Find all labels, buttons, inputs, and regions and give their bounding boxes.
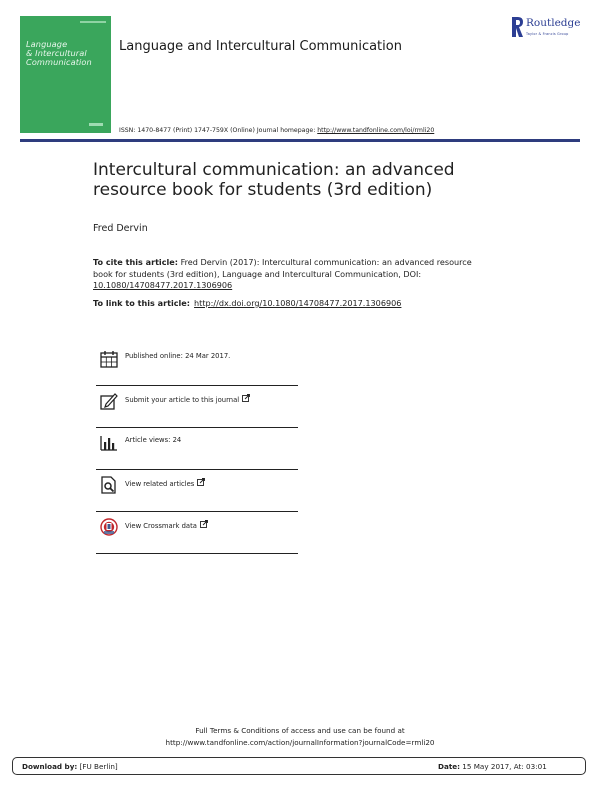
download-date-label: Date:	[438, 762, 461, 771]
article-actions	[96, 344, 298, 554]
related-articles-row[interactable]	[96, 470, 298, 512]
external-link-icon	[200, 520, 208, 528]
related-articles-link[interactable]	[125, 478, 205, 488]
external-link-icon	[242, 394, 250, 402]
downloaded-by	[22, 762, 118, 771]
article-views-label: Article views: 24	[125, 436, 182, 444]
citation-block	[93, 257, 493, 292]
routledge-r-icon	[510, 16, 524, 38]
cover-title-line: Language	[26, 39, 68, 49]
search-document-icon	[100, 476, 118, 494]
article-views-row	[96, 428, 298, 470]
crossmark-label[interactable]: View Crossmark data	[125, 522, 197, 530]
journal-title: Language and Intercultural Communication	[119, 39, 402, 54]
citation-text: Fred Dervin (2017): Intercultural communication: an advanced resource book for students (3rd edition), Language and Intercultural Communication, DOI:	[93, 257, 472, 279]
issn-text: ISSN: 1470-8477 (Print) 1747-759X (Online) Journal homepage:	[119, 127, 318, 134]
published-online-label: Published online: 24 Mar 2017.	[125, 352, 231, 360]
cover-publisher-mark	[89, 123, 103, 126]
header-divider	[20, 139, 580, 142]
publisher-logo	[510, 16, 586, 44]
external-link-icon	[197, 478, 205, 486]
journal-cover	[20, 16, 111, 133]
cover-title	[26, 40, 106, 67]
downloaded-by-label: Download by:	[22, 762, 78, 771]
citation-label: To cite this article:	[93, 257, 179, 267]
cover-title-line: & Intercultural	[26, 48, 87, 58]
crossmark-icon	[100, 518, 118, 536]
published-online-row	[96, 344, 298, 386]
publisher-name: Routledge	[526, 17, 581, 29]
article-link-line	[93, 298, 401, 308]
article-link-label: To link to this article:	[93, 298, 191, 308]
download-date-value: 15 May 2017, At: 03:01	[460, 762, 547, 771]
submit-article-label[interactable]: Submit your article to this journal	[125, 396, 240, 404]
crossmark-link[interactable]	[125, 520, 208, 530]
citation-doi-link[interactable]: 10.1080/14708477.2017.1306906	[93, 280, 233, 290]
download-date	[438, 762, 547, 771]
calendar-icon	[100, 350, 118, 368]
cover-header-mark	[80, 21, 106, 23]
downloaded-by-value: [FU Berlin]	[77, 762, 118, 771]
edit-icon	[100, 392, 118, 410]
bar-chart-icon	[100, 434, 118, 452]
article-author: Fred Dervin	[93, 223, 148, 234]
terms-notice: Full Terms & Conditions of access and use can be found at	[195, 726, 405, 735]
related-articles-label[interactable]: View related articles	[125, 480, 195, 488]
terms-url[interactable]: http://www.tandfonline.com/action/journalInformation?journalCode=rmli20	[165, 738, 435, 747]
cover-title-line: Communication	[26, 57, 92, 67]
journal-homepage-link[interactable]: http://www.tandfonline.com/loi/rmli20	[317, 127, 435, 134]
publisher-tagline: Taylor & Francis Group	[526, 32, 569, 36]
crossmark-row[interactable]	[96, 512, 298, 554]
divider	[96, 553, 298, 554]
submit-article-row[interactable]	[96, 386, 298, 428]
issn-line	[119, 127, 434, 134]
article-title: Intercultural communication: an advanced resource book for students (3rd edition)	[93, 160, 455, 200]
submit-article-link[interactable]	[125, 394, 250, 404]
article-doi-url[interactable]: http://dx.doi.org/10.1080/14708477.2017.1306906	[194, 298, 402, 308]
